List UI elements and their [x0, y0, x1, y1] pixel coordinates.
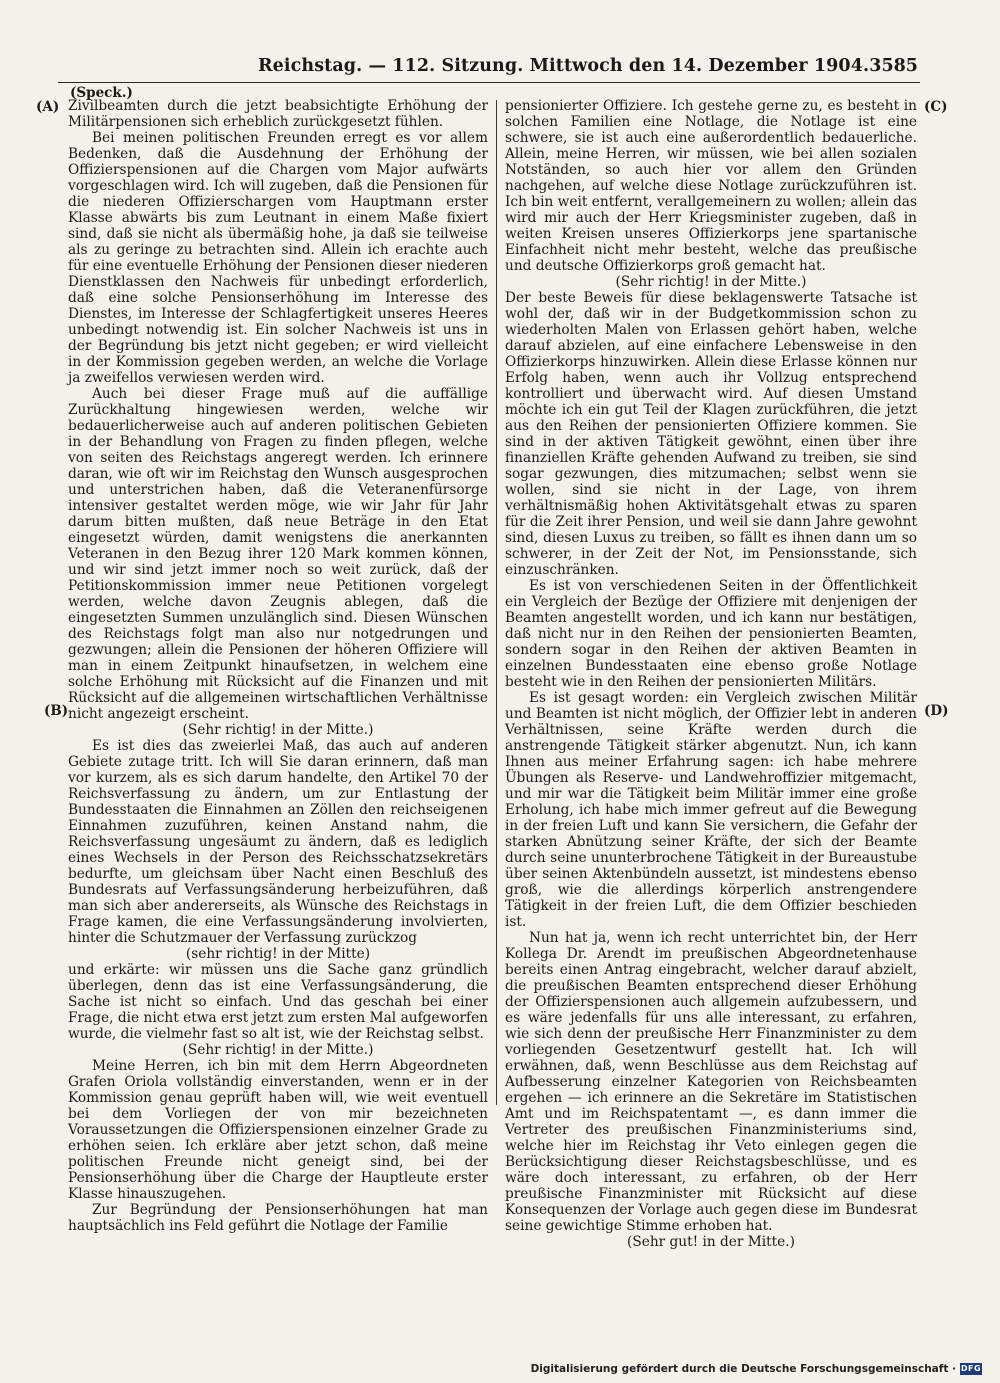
paragraph: Der beste Beweis für diese beklagenswerte Tatsache ist wohl der, daß wir in der Budgetkommission schon zu wiederholten Malen von Erlassen gehört haben, welche darauf abzielen, auf eine einfachere Lebensweise in den Offizierkorps hinzuwirken. Allein diese Erlasse können nur Erfolg haben, wenn auch ihr Vollzug entsprechend kontrolliert und überwacht wird. Auf diesen Umstand möchte ich ein gut Teil der Klagen zurückführen, die jetzt aus den Reihen der pensionierten Offiziere kommen. Sie sind in der aktiven Tätigkeit gewöhnt, einen über ihre finanziellen Kräfte gehenden Aufwand zu treiben, sie sind sogar gezwungen, dies mitzumachen; selbst wenn sie wollen, sind sie nicht in der Lage, von ihrem verhältnismäßig hohen Aktivitätsgehalt etwas zu sparen für die Zeit ihrer Pension, und weil sie dann Jahre gewohnt sind, diesen Luxus zu treiben, so fällt es ihnen dann um so schwerer, in der Zeit der Not, im Pensionsstande, sich einzuschränken. — [505, 290, 917, 578]
left-column — [68, 98, 488, 1234]
paragraph: Es ist von verschiedenen Seiten in der Öffentlichkeit ein Vergleich der Bezüge der Offiziere mit denjenigen der Beamten angestellt worden, und ich kann nur bestätigen, daß nicht nur in den Reihen der pensionierten Beamten, sondern sogar in den Reihen der aktiven Beamten in einzelnen Bundesstaaten eine ebenso große Notlage besteht wie in den Reihen der pensionierten Militärs. — [505, 578, 917, 690]
margin-marker-a: (A) — [36, 99, 60, 115]
interjection: (Sehr richtig! in der Mitte.) — [182, 722, 374, 738]
paragraph: Nun hat ja, wenn ich recht unterrichtet bin, der Herr Kollega Dr. Arendt im preußischen Abgeordnetenhause bereits einen Antrag eingebracht, welcher darauf abzielt, die preußischen Beamten entsprechend dieser Erhöhung der Offizierspensionen auch allgemein aufzubessern, und es wäre jedenfalls für uns alle interessant, zu erfahren, wie sich denn der preußische Herr Finanzminister zu dem vorliegenden Gesetzentwurf gestellt hat. Ich will erwähnen, daß, wenn Beschlüsse aus dem Reichstag auf Aufbesserung einzelner Kategorien von Reichsbeamten ergehen — ich erinnere an die Sekretäre im Statistischen Amt und im Reichspatentamt —, es dann immer die Vertreter des preußischen Finanzministeriums sind, welche hier im Reichstag ihr Veto einlegen gegen die Berücksichtigung dieser Reichstagsbeschlüsse, und es wäre doch interessant, zu erfahren, ob der Herr preußische Finanzminister mit Rücksicht auf diese Konsequenzen der Vorlage auch gegen diese im Bundesrat seine gewichtige Stimme erhoben hat. — [505, 930, 917, 1234]
digitization-credit: Digitalisierung gefördert durch die Deutsche Forschungsgemeinschaft · — [530, 1363, 956, 1375]
column-divider — [496, 100, 497, 1105]
right-column — [505, 98, 917, 1250]
dfg-logo: DFG — [960, 1364, 982, 1373]
header-title: Reichstag. — 112. Sitzung. Mittwoch den 14. Dezember 1904. — [258, 56, 870, 76]
page-footer — [531, 1363, 982, 1375]
paragraph: Bei meinen politischen Freunden erregt es vor allem Bedenken, daß die Ausdehnung der Erhöhung der Offizierspensionen auf die Chargen vom Major aufwärts vorgeschlagen wird. Ich will zugeben, daß die Pensionen für die niederen Offizierschargen vom Hauptmann erster Klasse abwärts bis zum Leutnant in einem Maße fixiert sind, daß sie nicht als übermäßig hohe, ja daß sie teilweise als zu geringe zu betrachten sind. Allein ich erachte auch für eine eventuelle Erhöhung der Pensionen dieser niederen Dienstklassen den Nachweis für unbedingt erforderlich, daß eine solche Pensionserhöhung im Interesse des Dienstes, im Interesse der Schlagfertigkeit unseres Heeres unbedingt notwendig ist. Ein solcher Nachweis ist uns in der Begründung bis jetzt nicht gegeben; er wird vielleicht in der Kommission gegeben werden, an welche die Vorlage ja zweifellos verwiesen werden wird. — [68, 130, 488, 386]
interjection: (sehr richtig! in der Mitte) — [185, 946, 371, 962]
page-number: 3585 — [869, 56, 918, 76]
paragraph: Meine Herren, ich bin mit dem Herrn Abgeordneten Grafen Oriola vollständig einverstanden, wenn er in der Kommission genau geprüft haben will, wie weit eventuell bei dem Vorliegen der von mir bezeichneten Voraussetzungen die Offizierspensionen einzelner Grade zu erhöhen seien. Ich erkläre aber jetzt schon, daß meine politischen Freunde nicht geneigt sind, bei der Pensionserhöhung über die Charge der Hauptleute erster Klasse hinauszugehen. — [68, 1058, 488, 1202]
paragraph: Es ist gesagt worden: ein Vergleich zwischen Militär und Beamten ist nicht möglich, der Offizier lebt in anderen Verhältnissen, seine Kräfte werden durch die anstrengende Tätigkeit stärker abgenutzt. Nun, ich kann Ihnen aus meiner Erfahrung sagen: ich habe mehrere Übungen als Reserve- und Landwehroffizier mitgemacht, und mir war die Tätigkeit beim Militär immer eine große Erholung, ich habe mich immer gefreut auf die Bewegung in der freien Luft und kann Sie versichern, die Gefahr der starken Abnützung seiner Kräfte, der sich der Beamte durch seine ununterbrochene Tätigkeit in der Bureaustube über seinen Aktenbündeln aussetzt, ist mindestens ebenso groß, wie die allerdings körperlich anstrengendere Tätigkeit in der freien Luft, die dem Offizier beschieden ist. — [505, 690, 917, 930]
margin-marker-b: (B) — [44, 703, 69, 719]
paragraph: Auch bei dieser Frage muß auf die auffällige Zurückhaltung hingewiesen werden, welche wir bedauerlicherweise auch auf anderen politischen Gebieten in der Behandlung von Fragen zu finden pflegen, welche von seiten des Reichstags angeregt werden. Ich erinnere daran, wie oft wir im Reichstag den Wunsch ausgesprochen und unterstrichen haben, daß die Veteranenfürsorge intensiver gestaltet werden möge, wie wir Jahr für Jahr darum bitten mußten, daß neue Beträge in den Etat eingesetzt würden, damit wenigstens die anerkannten Veteranen in den Bezug ihrer 120 Mark kommen können, und wir sind jetzt immer noch so weit zurück, daß der Petitionskommission immer neue Petitionen vorgelegt werden, welche davon Zeugnis ablegen, daß die eingesetzten Summen unzulänglich sind. Diesen Wünschen des Reichstags folgt man also nur notgedrungen und gezwungen; allein die Pensionen der höheren Offiziere will man in einem Zeitpunkt hinaufsetzen, in welchem eine solche Erhöhung mit Rücksicht auf die Finanzen und mit Rücksicht auf die allgemeinen wirtschaftlichen Verhältnisse nicht angezeigt erscheint. — [68, 386, 488, 722]
paragraph: Es ist dies das zweierlei Maß, das auch auf anderen Gebiete zutage tritt. Ich will Sie daran erinnern, daß man vor kurzem, als es sich darum handelte, den Artikel 70 der Reichsverfassung zu ändern, um zur Entlastung der Bundesstaaten die Einnahmen an Zöllen den reichseigenen Einnahmen zuzuführen, keinen Anstand nahm, die Reichsverfassung ungesäumt zu ändern, daß es lediglich eines Wechsels in der Person des Reichsschatzsekretärs bedurfte, um gleichsam über Nacht einen Beschluß des Bundesrats auf Verfassungsänderung herbeizuführen, daß man sich aber andererseits, als Wünsche des Reichstags in Frage kamen, die eine Verfassungsänderung involvierten, hinter die Schutzmauer der Verfassung zurückzog — [68, 738, 488, 946]
interjection: (Sehr gut! in der Mitte.) — [627, 1234, 795, 1250]
paragraph: Zur Begründung der Pensionserhöhungen hat man hauptsächlich ins Feld geführt die Notlage der Familie — [68, 1202, 488, 1234]
interjection: (Sehr richtig! in der Mitte.) — [615, 274, 807, 290]
interjection: (Sehr richtig! in der Mitte.) — [182, 1042, 374, 1058]
speaker-name: (Speck.) — [70, 85, 133, 101]
paragraph: und erkärte: wir müssen uns die Sache ganz gründlich überlegen, denn das ist eine Verfassungsänderung, die Sache ist nicht so einfach. Und das geschah bei einer Frage, die nicht etwa erst jetzt zum ersten Mal aufgeworfen wurde, die vielmehr fast so alt ist, wie der Reichstag selbst. — [68, 962, 488, 1042]
page-header — [58, 54, 920, 83]
margin-marker-d: (D) — [924, 703, 949, 719]
paragraph: pensionierter Offiziere. Ich gestehe gerne zu, es besteht in solchen Familien eine Notlage, die Notlage ist eine schwere, sie ist auch eine außerordentlich bedauerliche. Allein, meine Herren, wir müssen, wie bei allen sozialen Notständen, so auch hier vor allem den Gründen nachgehen, auf welche diese Notlage zurückzuführen ist. Ich bin weit entfernt, verallgemeinern zu wollen; allein das wird mir auch der Herr Kriegsminister zugeben, daß in weiten Kreisen unseres Offizierkorps jene spartanische Einfachheit nicht mehr besteht, welche das preußische und deutsche Offizierkorps groß gemacht hat. — [505, 98, 917, 274]
paragraph: Zivilbeamten durch die jetzt beabsichtigte Erhöhung der Militärpensionen sich erheblich zurückgesetzt fühlen. — [68, 98, 488, 130]
margin-marker-c: (C) — [924, 99, 948, 115]
